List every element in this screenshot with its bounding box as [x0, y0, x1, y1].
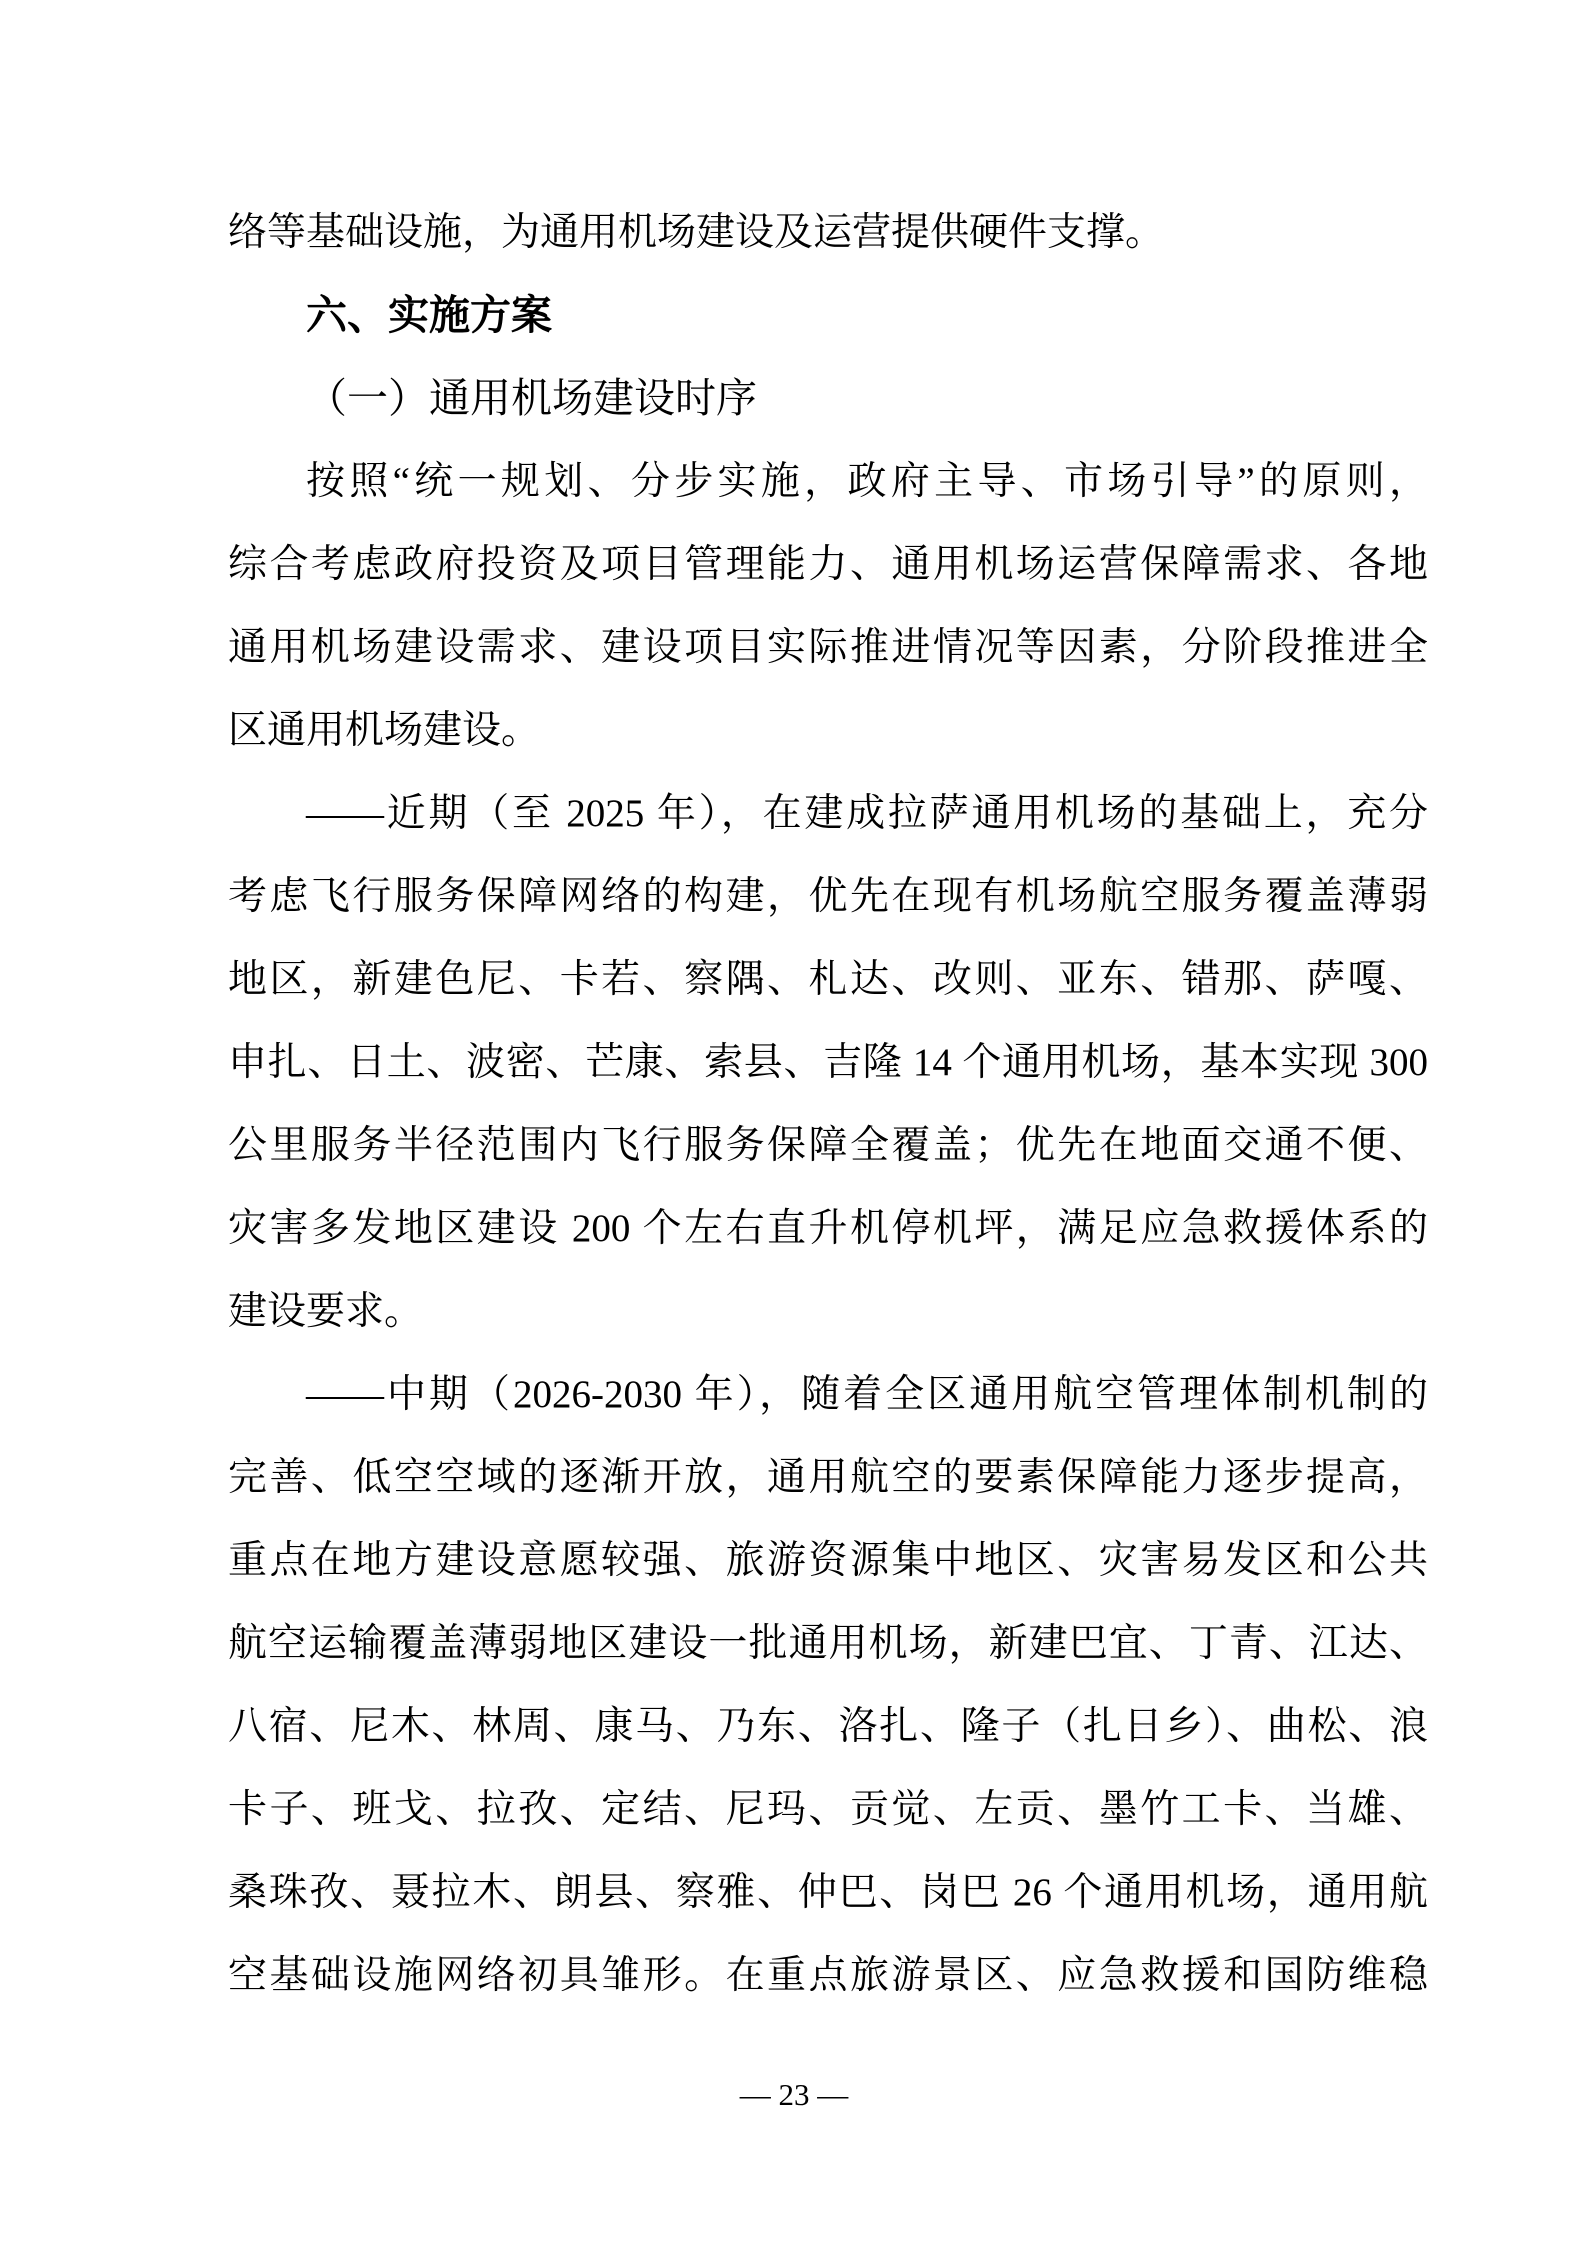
- body-line: 航空运输覆盖薄弱地区建设一批通用机场，新建巴宜、丁青、江达、: [228, 1622, 1428, 1665]
- body-line: 八宿、尼木、林周、康马、乃东、洛扎、隆子（扎日乡）、曲松、浪: [228, 1705, 1428, 1748]
- subsection-heading: （一）通用机场建设时序: [306, 375, 757, 421]
- body-line: 综合考虑政府投资及项目管理能力、通用机场运营保障需求、各地: [228, 543, 1428, 586]
- body-line: 考虑飞行服务保障网络的构建，优先在现有机场航空服务覆盖薄弱: [228, 875, 1428, 918]
- body-line: 公里服务半径范围内飞行服务保障全覆盖；优先在地面交通不便、: [228, 1124, 1428, 1167]
- document-body: [228, 191, 1428, 2017]
- section-heading: 六、实施方案: [306, 292, 552, 338]
- body-line: 按照“统一规划、分步实施，政府主导、市场引导”的原则，: [306, 460, 1428, 503]
- body-line: 申扎、日土、波密、芒康、索县、吉隆 14 个通用机场，基本实现 300: [228, 1041, 1428, 1084]
- body-line: 空基础设施网络初具雏形。在重点旅游景区、应急救援和国防维稳: [228, 1954, 1428, 1997]
- body-line: 络等基础设施，为通用机场建设及运营提供硬件支撑。: [228, 211, 1165, 254]
- page-number: — 23 —: [739, 2077, 849, 2112]
- body-line: 完善、低空空域的逐渐开放，通用航空的要素保障能力逐步提高，: [228, 1456, 1428, 1499]
- body-line: 建设要求。: [228, 1290, 424, 1333]
- body-line: 区通用机场建设。: [228, 709, 541, 752]
- body-line: 卡子、班戈、拉孜、定结、尼玛、贡觉、左贡、墨竹工卡、当雄、: [228, 1788, 1428, 1831]
- body-line: 灾害多发地区建设 200 个左右直升机停机坪，满足应急救援体系的: [228, 1207, 1428, 1250]
- body-line: 地区，新建色尼、卡若、察隅、札达、改则、亚东、错那、萨嘎、: [228, 958, 1428, 1001]
- body-line: 桑珠孜、聂拉木、朗县、察雅、仲巴、岗巴 26 个通用机场，通用航: [228, 1871, 1428, 1914]
- body-line: 通用机场建设需求、建设项目实际推进情况等因素，分阶段推进全: [228, 626, 1428, 669]
- body-line: ——近期（至 2025 年），在建成拉萨通用机场的基础上，充分: [306, 792, 1428, 835]
- body-line: 重点在地方建设意愿较强、旅游资源集中地区、灾害易发区和公共: [228, 1539, 1428, 1582]
- page-footer: [0, 2073, 1588, 2117]
- body-line: ——中期（2026-2030 年），随着全区通用航空管理体制机制的: [306, 1373, 1428, 1416]
